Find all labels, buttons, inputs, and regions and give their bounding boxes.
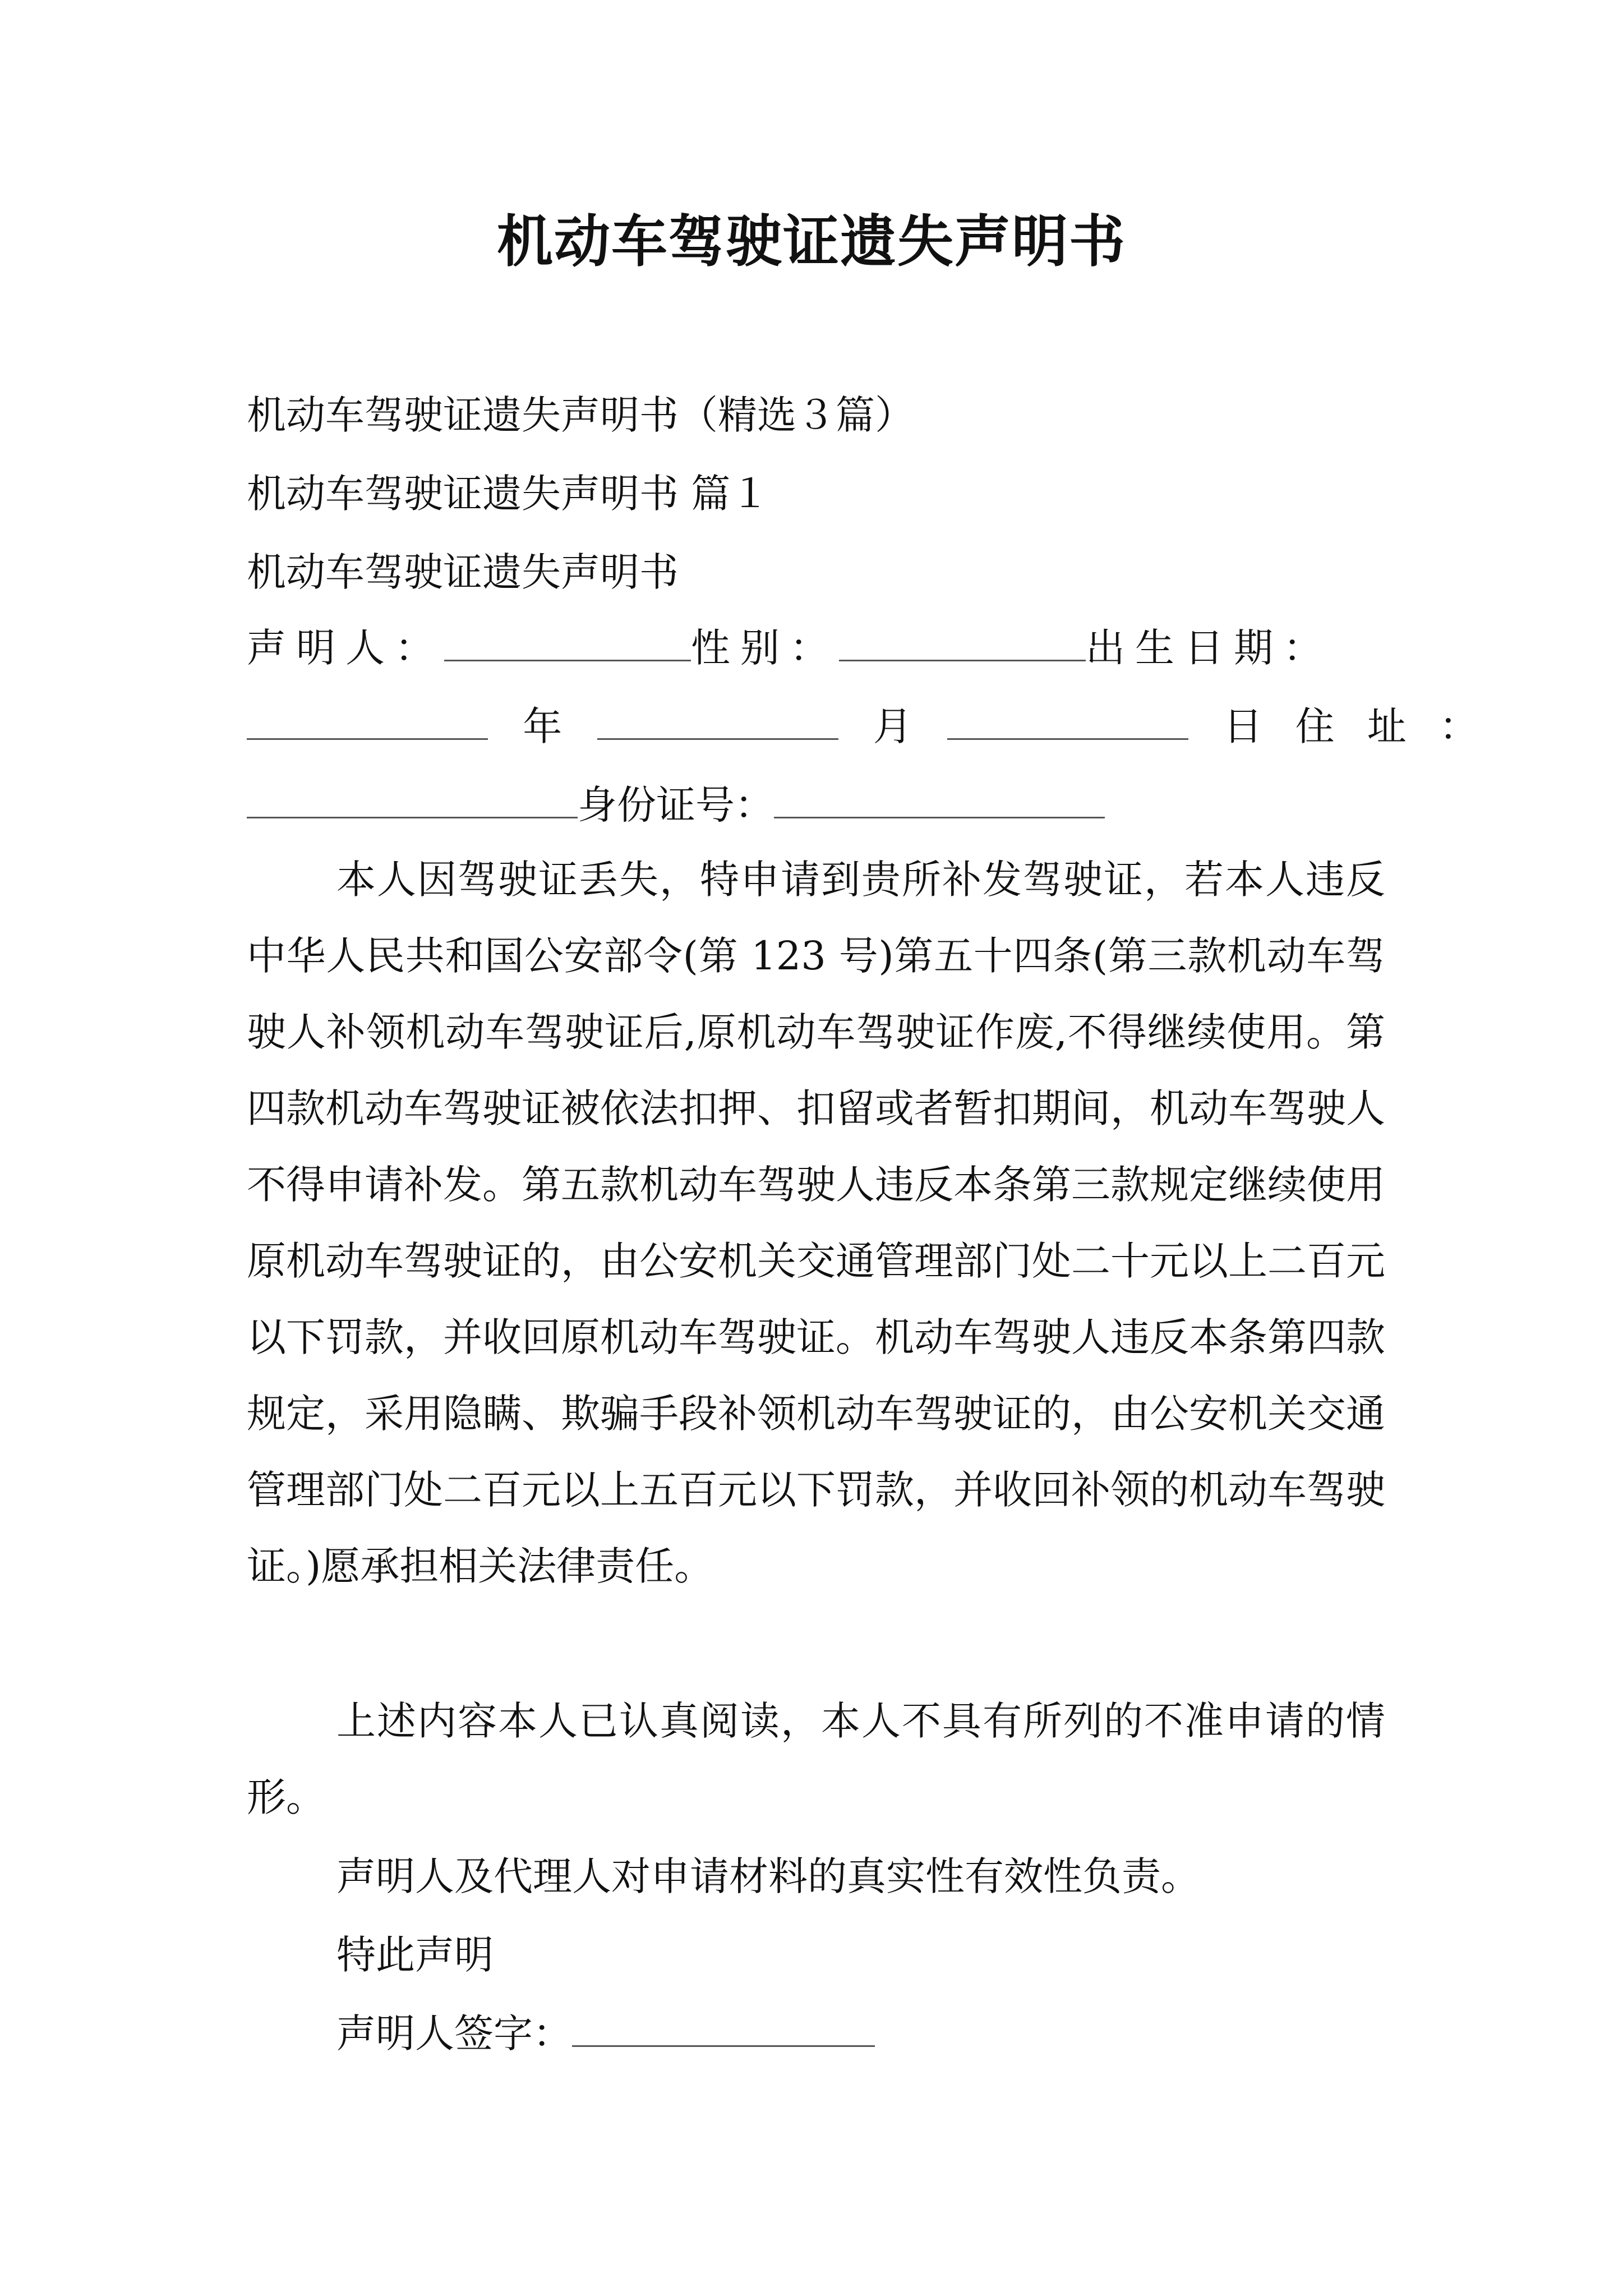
birth-date-label: 出生日期： [1086,625,1332,671]
collection-title: 机动车驾驶证遗失声明书（精选３篇） [247,392,914,438]
gender-label: 性别： [691,625,839,671]
birth-month-blank[interactable] [597,702,838,740]
signature-blank[interactable] [572,2009,875,2047]
declarant-blank[interactable] [444,624,691,661]
address-blank[interactable] [247,781,578,818]
declarant-label: 声明人： [247,625,444,671]
birth-day-blank[interactable] [947,702,1188,740]
birth-year-blank[interactable] [247,702,488,740]
responsibility-statement: 声明人及代理人对申请材料的真实性有效性负责。 [336,1853,1200,1899]
month-label: 月 [873,703,912,749]
form-row-1 [247,620,1385,676]
id-number-label: 身份证号： [578,782,774,828]
page-title: 机动车驾驶证遗失声明书 [497,208,1126,274]
signature-row [336,2005,1475,2062]
form-row-3 [247,777,1385,833]
signature-label: 声明人签字： [336,2010,572,2056]
article-heading: 机动车驾驶证遗失声明书 篇１ [247,471,770,517]
day-address-label: 日 住 址 ： [1223,703,1489,749]
gender-blank[interactable] [839,624,1086,661]
body-paragraph-main: 本人因驾驶证丢失，特申请到贵所补发驾驶证，若本人违反中华人民共和国公安部令(第 123 号)第五十四条(第三款机动车驾驶人补领机动车驾驶证后,原机动车驾驶证作废,不得继续使用。第四款机动车驾驶证被依法扣押、扣留或者暂扣期间，机动车驾驶人不得申请补发。第五款机动车驾驶人违反本条第三款规定继续使用原机动车驾驶证的，由公安机关交通管理部门处二十元以上二百元以下罚款，并收回原机动车驾驶证。机动车驾驶人违反本条第四款规定，采用隐瞒、欺骗手段补领机动车驾驶证的，由公安机关交通管理部门处二百元以上五百元以下罚款，并收回补领的机动车驾驶证。)愿承担相关法律责任。 [247,857,1385,1589]
document-subtitle: 机动车驾驶证遗失声明书 [247,549,679,595]
body-paragraph-acknowledgement: 上述内容本人已认真阅读，本人不具有所列的不准申请的情形。 [247,1698,1385,1820]
id-number-blank[interactable] [774,781,1105,818]
form-row-2 [247,698,1489,754]
closing-statement: 特此声明 [336,1932,494,1978]
year-label: 年 [523,703,562,749]
